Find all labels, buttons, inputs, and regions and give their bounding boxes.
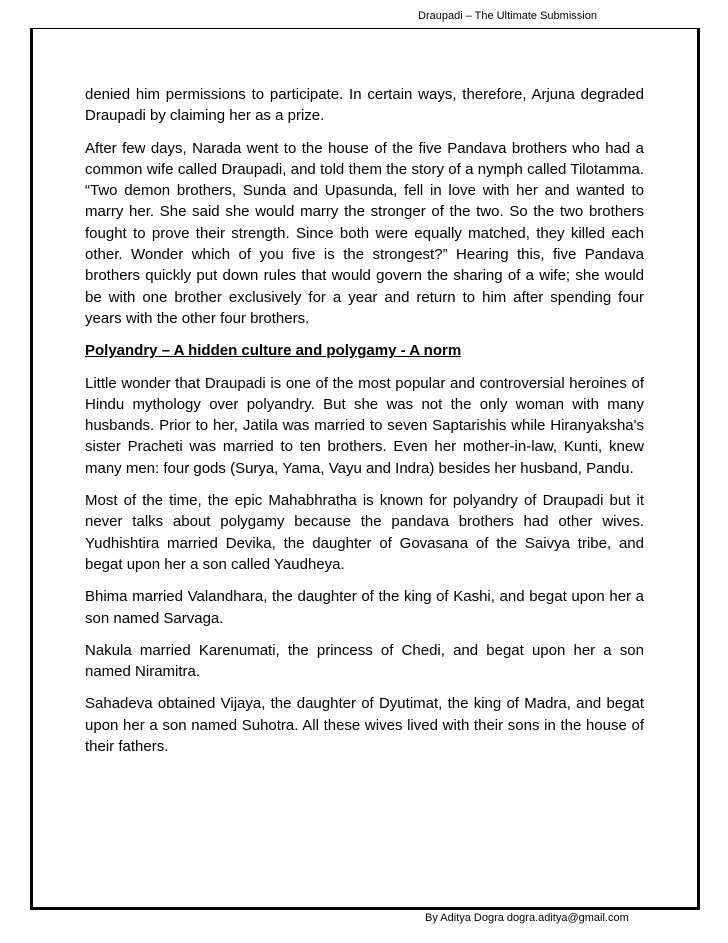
paragraph-3: Little wonder that Draupadi is one of the most popular and controversial heroines of Hindu mythology over polyandry. But she was not the only woman with many husbands. Prior to her, Jatila was married to seven Saptarishis while Hiranyaksha's sister Pracheti was married to ten brothers. Even her mother-in-law, Kunti, knew many men: four gods (Surya, Yama, Vayu and Indra) besides her husband, Pandu.: [85, 374, 644, 477]
paragraph-5: Bhima married Valandhara, the daughter of the king of Kashi, and begat upon her a son named Sarvaga.: [85, 588, 644, 627]
paragraph-4: Most of the time, the epic Mahabhratha is known for polyandry of Draupadi but it never talks about polygamy because the pandava brothers had other wives. Yudhishtira married Devika, the daughter of Govasana of the Saivya tribe, and begat upon her a son called Yaudheya.: [85, 492, 644, 573]
section-heading: Polyandry – A hidden culture and polygamy - A norm: [85, 342, 462, 360]
paragraph-7: Sahadeva obtained Vijaya, the daughter of Dyutimat, the king of Madra, and begat upon her a son named Suhotra. All these wives lived with their sons in the house of their fathers.: [85, 695, 644, 756]
paragraph-1: denied him permissions to participate. In certain ways, therefore, Arjuna degraded Draupadi by claiming her as a prize.: [85, 86, 644, 125]
paragraph-6: Nakula married Karenumati, the princess of Chedi, and begat upon her a son named Niramitra.: [85, 641, 644, 681]
running-header: Draupadi – The Ultimate Submission: [418, 10, 597, 22]
paragraph-2: After few days, Narada went to the house of the five Pandava brothers who had a common wife called Draupadi, and told them the story of a nymph called Tilotamma. “Two demon brothers, Sunda and Upasunda, fell in love with her and wanted to marry her. She said she would marry the stronger of the two. So the two brothers fought to prove their strength. Since both were equally matched, they killed each other. Wonder which of you five is the strongest?” Hearing this, five Pandava brothers quickly put down rules that would govern the sharing of a wife; she would be with one brother exclusively for a year and return to him after spending four years with the other four brothers.: [85, 139, 644, 327]
page-body: [85, 84, 644, 768]
footer-author: By Aditya Dogra dogra.aditya@gmail.com: [425, 912, 629, 924]
